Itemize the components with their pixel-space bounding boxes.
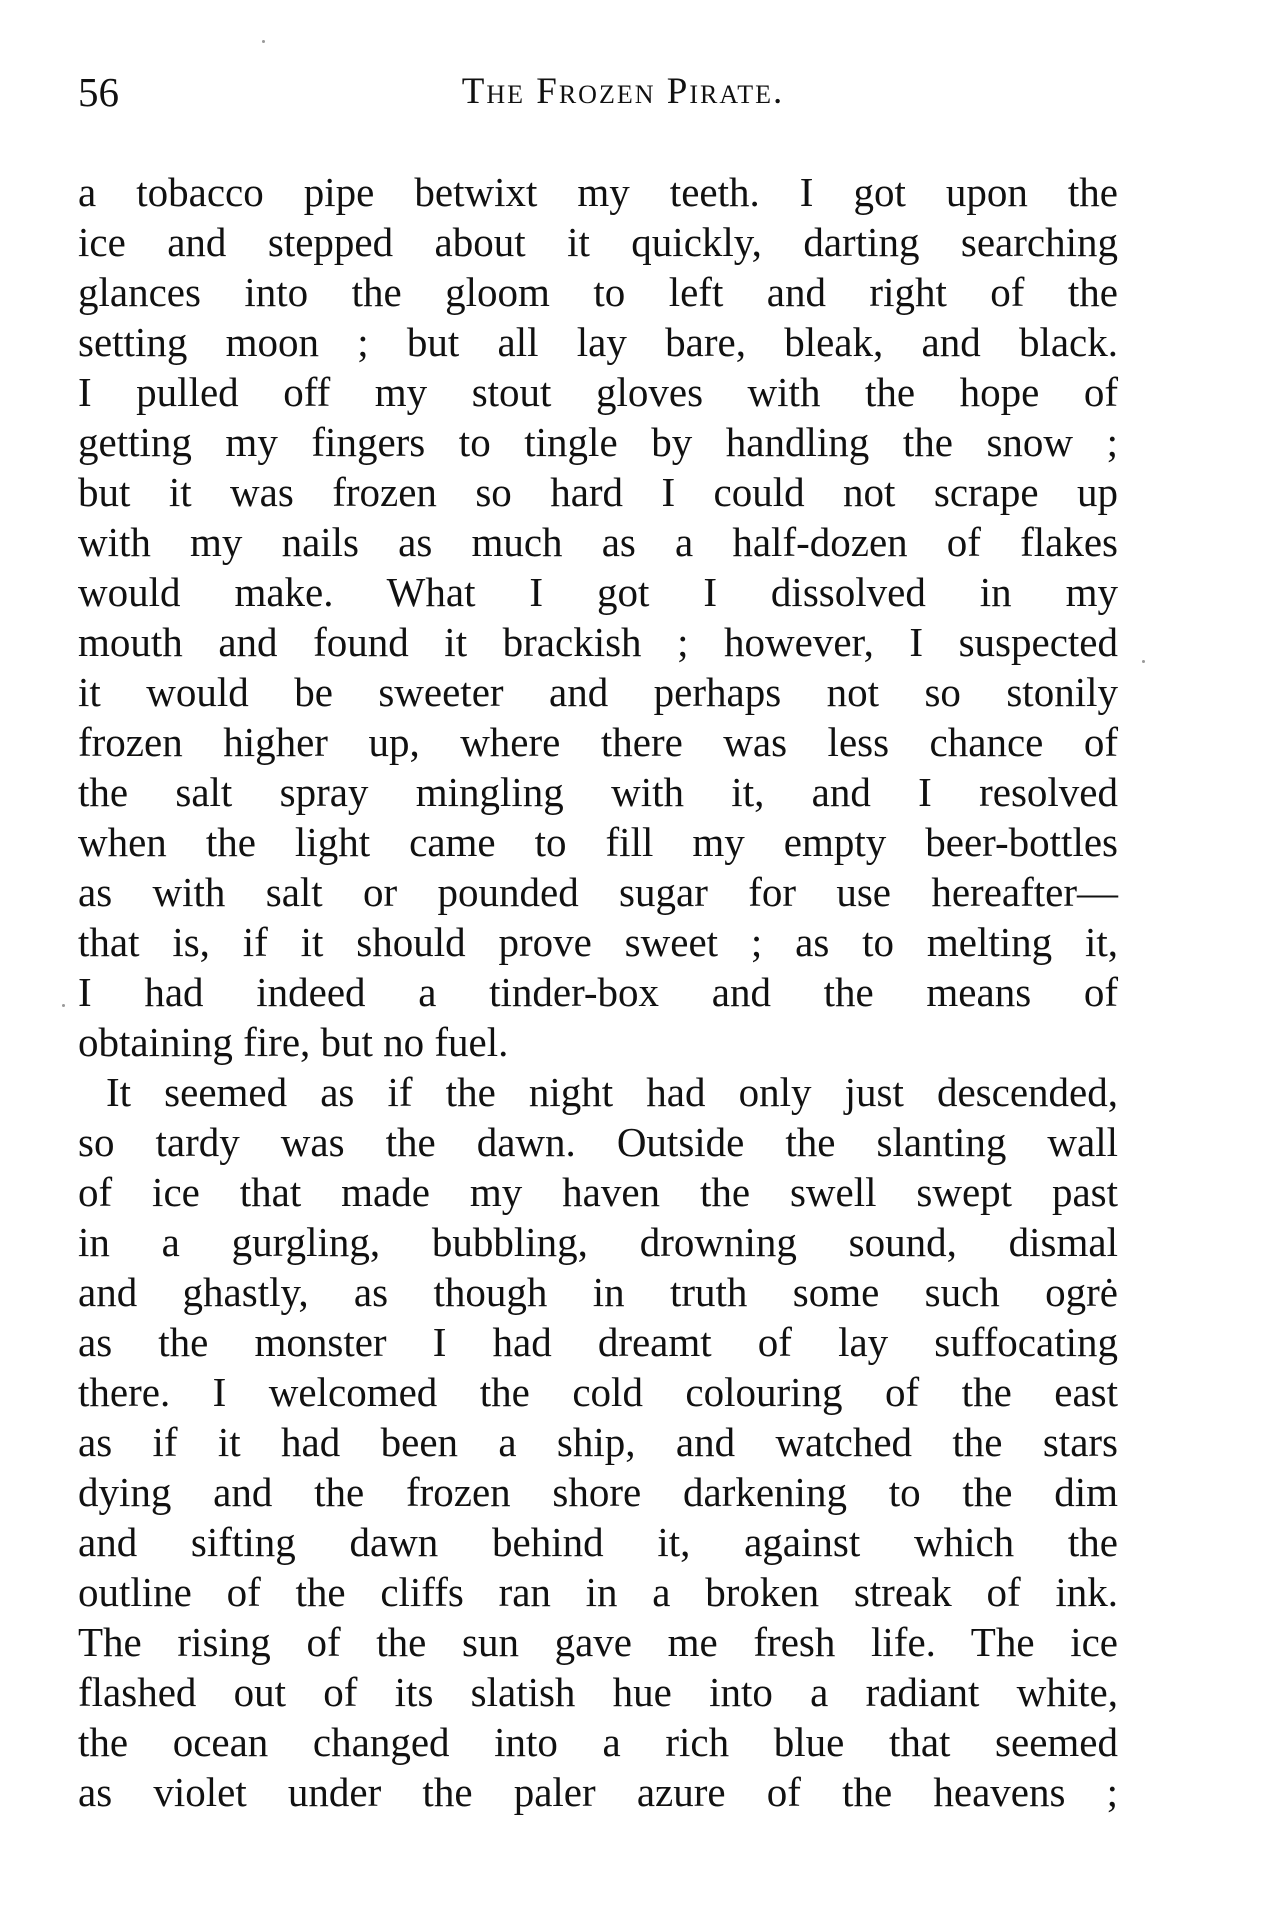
text-line: in a gurgling, bubbling, drowning sound, dismal [78,1219,1118,1265]
text-line: the ocean changed into a rich blue that seemed [78,1719,1118,1765]
text-line: glances into the gloom to left and right of the [78,269,1118,315]
text-line: a tobacco pipe betwixt my teeth. I got upon the [78,169,1118,215]
text-line: mouth and found it brackish ; however, I suspected [78,619,1118,665]
text-line: that is, if it should prove sweet ; as to melting it, [78,919,1118,965]
text-line: I had indeed a tinder-box and the means of [78,969,1118,1015]
text-line: when the light came to fill my empty beer-bottles [78,819,1118,865]
text-line: of ice that made my haven the swell swept past [78,1169,1118,1215]
text-line: as the monster I had dreamt of lay suffocating [78,1319,1118,1365]
body-text [78,167,1118,1817]
text-line: The rising of the sun gave me fresh life. The ice [78,1619,1118,1665]
text-line: dying and the frozen shore darkening to the dim [78,1469,1118,1515]
text-line: as violet under the paler azure of the heavens ; [78,1769,1118,1815]
text-line: would make. What I got I dissolved in my [78,569,1118,615]
text-line: the salt spray mingling with it, and I resolved [78,769,1118,815]
text-line: outline of the cliffs ran in a broken streak of ink. [78,1569,1118,1615]
text-line: with my nails as much as a half-dozen of flakes [78,519,1118,565]
text-line: getting my fingers to tingle by handling the snow ; [78,419,1118,465]
text-line-paragraph-end: obtaining fire, but no fuel. [78,1019,509,1065]
text-line: there. I welcomed the cold colouring of the east [78,1369,1118,1415]
text-line: frozen higher up, where there was less chance of [78,719,1118,765]
text-line: and sifting dawn behind it, against which the [78,1519,1118,1565]
text-line: it would be sweeter and perhaps not so stonily [78,669,1118,715]
text-line-paragraph-start: It seemed as if the night had only just descended, [106,1069,1118,1115]
text-line: as if it had been a ship, and watched the stars [78,1419,1118,1465]
page-header [78,62,1128,122]
text-line: ice and stepped about it quickly, darting searching [78,219,1118,265]
page-number: 56 [78,69,119,115]
paper-speck [62,1004,65,1007]
text-line: setting moon ; but all lay bare, bleak, and black. [78,319,1118,365]
paper-speck [262,40,265,43]
text-line: but it was frozen so hard I could not scrape up [78,469,1118,515]
text-line: flashed out of its slatish hue into a radiant white, [78,1669,1118,1715]
text-line: as with salt or pounded sugar for use hereafter— [78,869,1118,915]
text-line: so tardy was the dawn. Outside the slanting wall [78,1119,1118,1165]
text-line: and ghastly, as though in truth some such ogrė [78,1269,1118,1315]
running-title: The Frozen Pirate. [461,71,785,112]
text-line: I pulled off my stout gloves with the hope of [78,369,1118,415]
paper-speck [1142,660,1145,663]
